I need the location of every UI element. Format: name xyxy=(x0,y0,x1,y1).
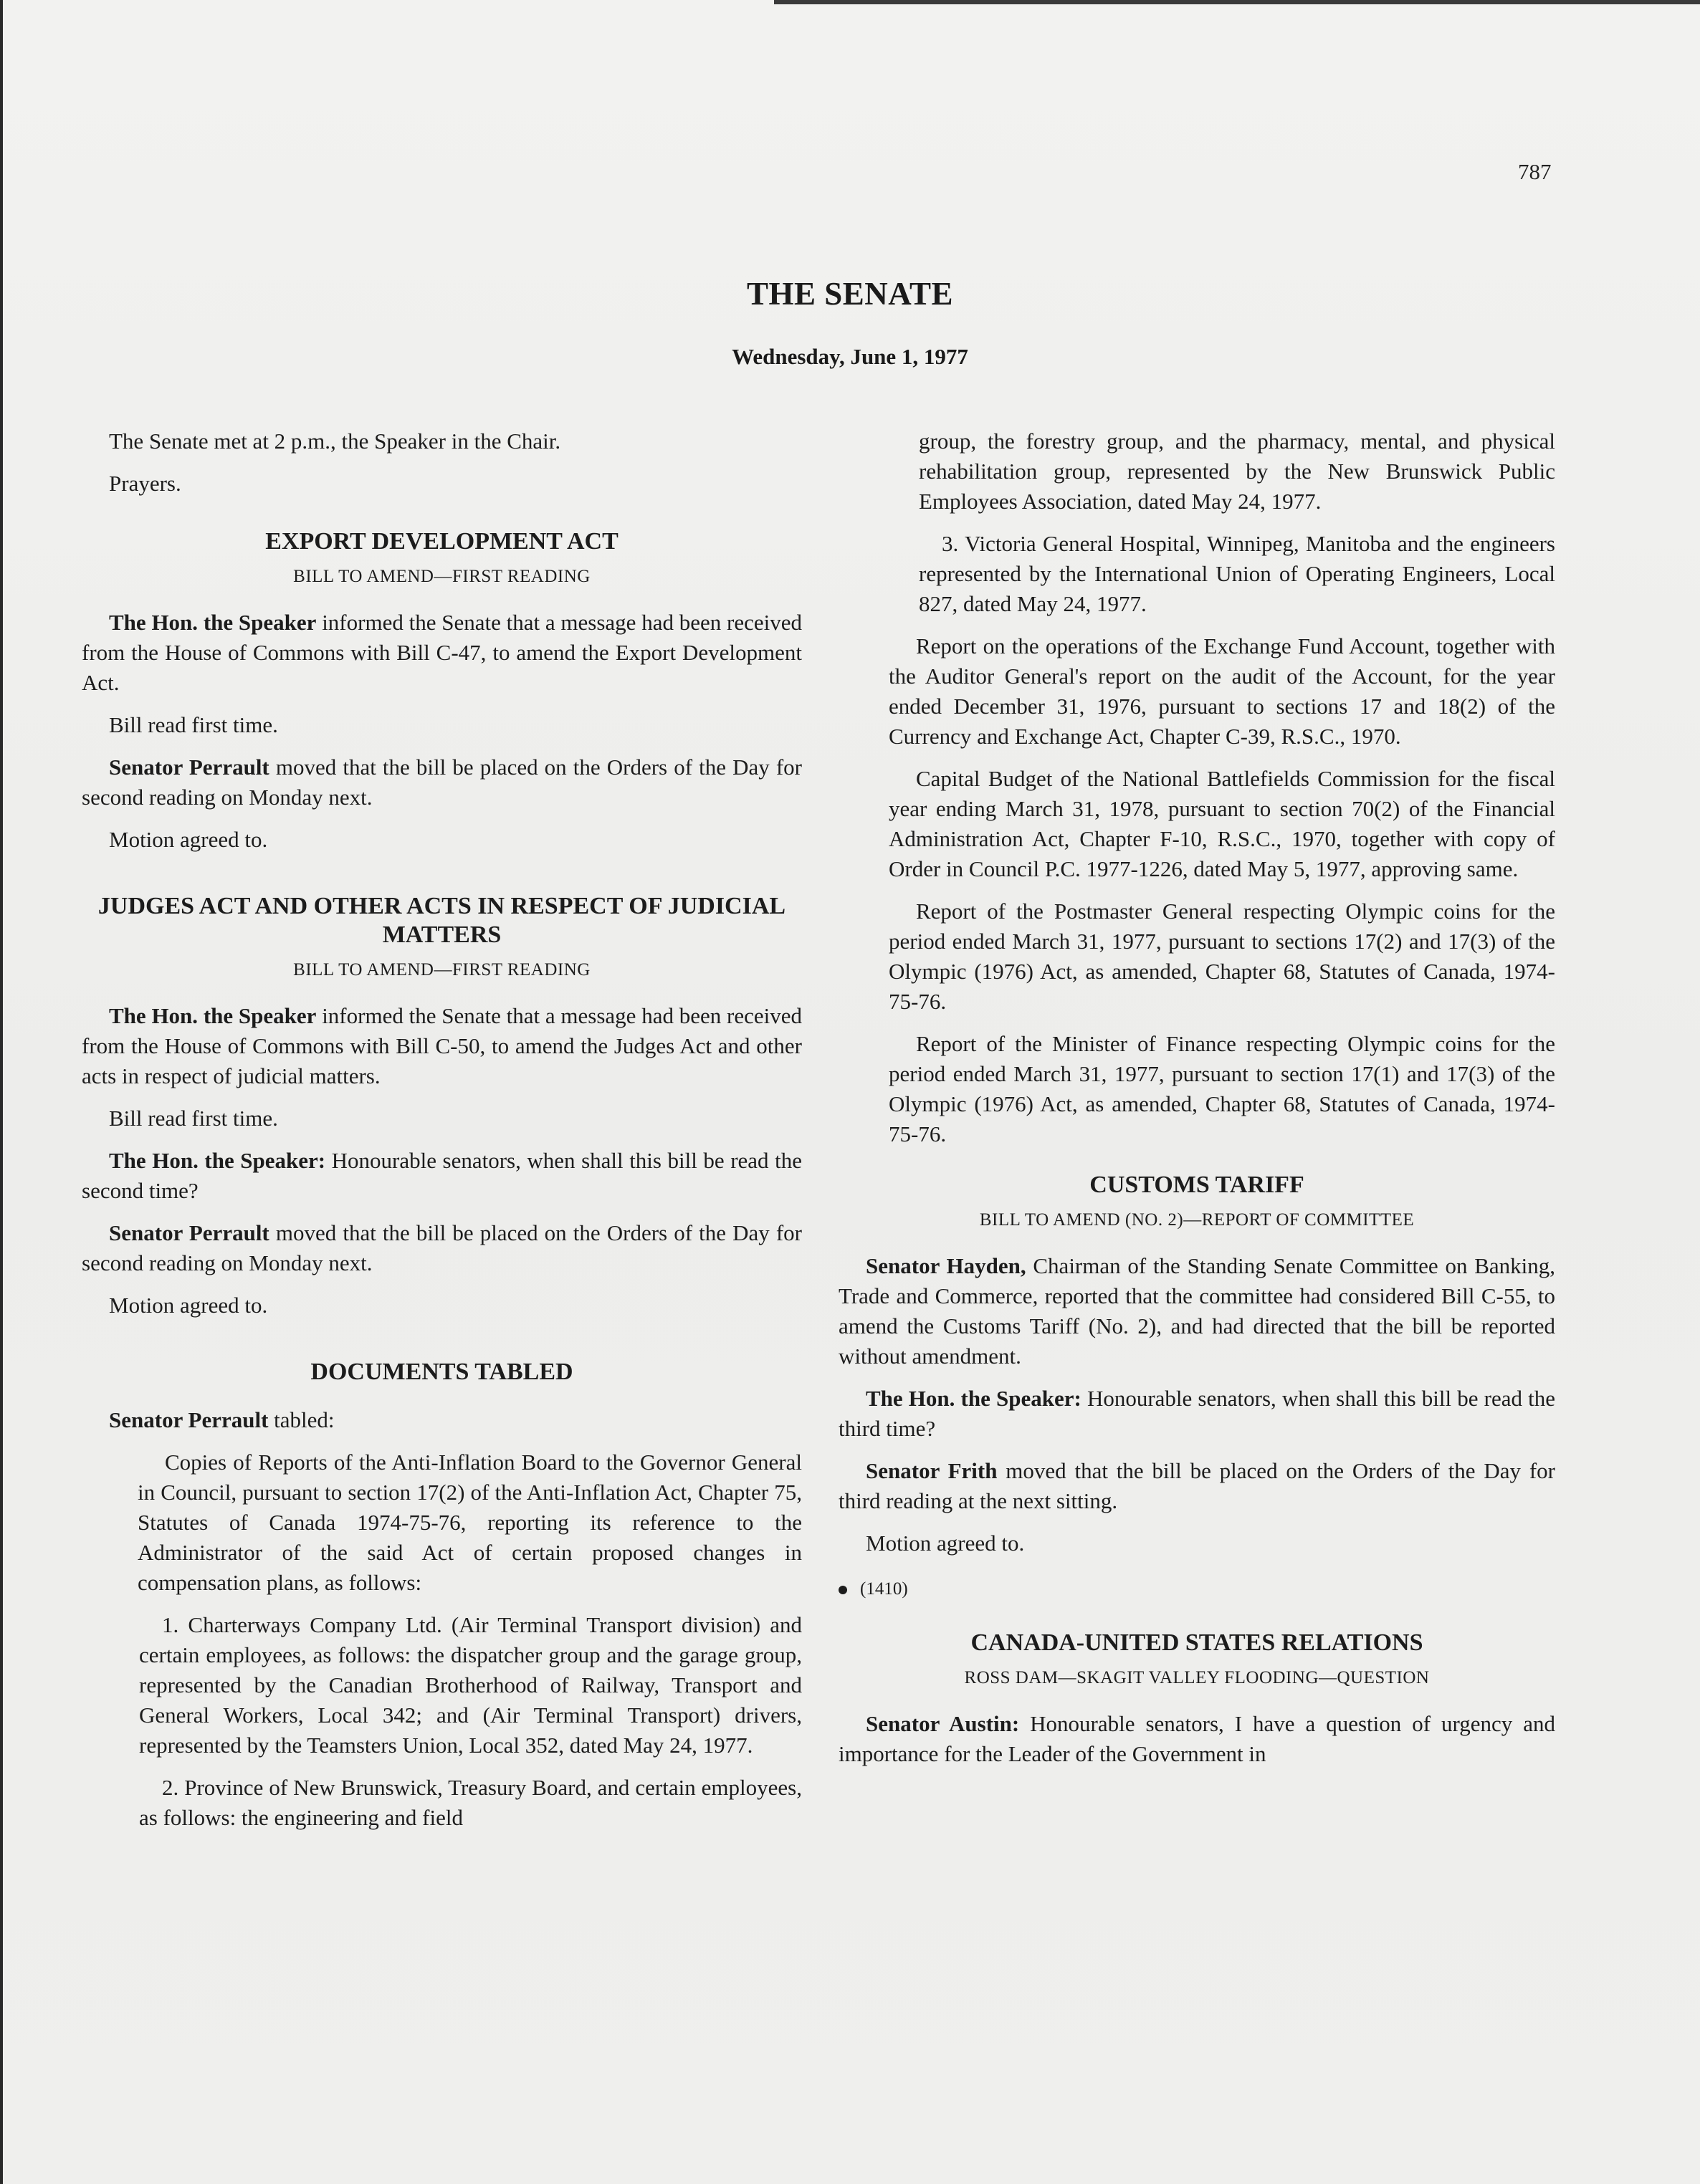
bullet-icon xyxy=(839,1586,847,1594)
page-number: 787 xyxy=(1518,159,1552,184)
paragraph: Motion agreed to. xyxy=(109,827,268,852)
speaker-name: Senator Perrault xyxy=(109,1407,269,1432)
paragraph-text: Honourable senators, when shall this bill be read the second time? xyxy=(82,1148,802,1203)
paragraph-text: Honourable senators, I have a question of urgency and importance for the Leader of the Government in xyxy=(839,1711,1555,1766)
paragraph-text: Chairman of the Standing Senate Committee on Banking, Trade and Commerce, reported that the committee had considered Bill C-55, to amend the Customs Tariff (No. 2), and had directed that the bill be reported without amendment. xyxy=(839,1253,1555,1369)
section-heading-customs-tariff: CUSTOMS TARIFF xyxy=(1089,1172,1304,1198)
paragraph: Bill read first time. xyxy=(109,712,278,737)
time-marker-label: (1410) xyxy=(860,1579,908,1599)
paragraph-text: moved that the bill be placed on the Orders of the Day for second reading on Monday next. xyxy=(82,755,803,810)
speaker-name: Senator Austin: xyxy=(866,1711,1020,1736)
report-minister-of-finance: Report of the Minister of Finance respecting Olympic coins for the period ended March 31, 1977, pursuant to section 17(1) and 17(3) of the Olympic (1976) Act, as amended, Chapter 68, Statutes of Canada, 1974-75-76. xyxy=(889,1031,1555,1146)
page-title: THE SENATE xyxy=(746,276,953,312)
section-heading-export-development: EXPORT DEVELOPMENT ACT xyxy=(265,528,619,555)
paragraph xyxy=(82,608,802,698)
scan-edge-top xyxy=(774,0,1700,4)
paragraph xyxy=(82,1146,802,1206)
paragraph xyxy=(82,752,802,813)
section-heading-judges-act: JUDGES ACT AND OTHER ACTS IN RESPECT OF JUDICIAL MATTERS xyxy=(97,893,786,948)
paragraph xyxy=(839,1384,1555,1444)
right-column xyxy=(839,426,1555,1781)
scan-edge-left xyxy=(0,0,3,2184)
paragraph: Motion agreed to. xyxy=(866,1531,1025,1556)
sub-heading-judges-act: BILL TO AMEND—FIRST READING xyxy=(293,960,591,980)
report-battlefields-commission: Capital Budget of the National Battlefields Commission for the fiscal year ending March 31, 1978, pursuant to section 70(2) of the Financial Administration Act, Chapter F-10, R.S.C., 1970, together with copy of Order in Council P.C. 1977-1226, dated May 5, 1977, approving same. xyxy=(889,766,1555,881)
paragraph: Bill read first time. xyxy=(109,1106,278,1131)
paragraph xyxy=(839,1709,1555,1769)
document-item-3: 3. Victoria General Hospital, Winnipeg, Manitoba and the engineers represented by the International Union of Operating Engineers, Local 827, dated May 24, 1977. xyxy=(919,531,1555,616)
sitting-date: Wednesday, June 1, 1977 xyxy=(732,344,968,369)
paragraph-text: moved that the bill be placed on the Orders of the Day for third reading at the next sitting. xyxy=(839,1458,1555,1513)
prayers-paragraph: Prayers. xyxy=(109,471,181,496)
paragraph xyxy=(839,1251,1555,1371)
sub-heading-customs-tariff: BILL TO AMEND (NO. 2)—REPORT OF COMMITTEE xyxy=(979,1210,1415,1230)
sub-heading-export-development: BILL TO AMEND—FIRST READING xyxy=(293,567,591,586)
speaker-name: Senator Hayden, xyxy=(866,1253,1026,1278)
document-item-2-start: 2. Province of New Brunswick, Treasury Board, and certain employees, as follows: the engineering and field xyxy=(139,1775,802,1830)
paragraph-text: informed the Senate that a message had been received from the House of Commons with Bill C-50, to amend the Judges Act and other acts in respect of judicial matters. xyxy=(82,1003,802,1088)
paragraph xyxy=(82,1001,802,1091)
paragraph-text: informed the Senate that a message had been received from the House of Commons with Bill C-47, to amend the Export Development Act. xyxy=(82,610,802,695)
paragraph: Motion agreed to. xyxy=(109,1293,268,1318)
section-heading-canada-us-relations: CANADA-UNITED STATES RELATIONS xyxy=(970,1629,1423,1656)
paragraph xyxy=(82,1405,802,1435)
speaker-name: Senator Frith xyxy=(866,1458,998,1483)
paragraph xyxy=(82,1218,802,1278)
speaker-name: Senator Perrault xyxy=(109,1220,269,1245)
report-exchange-fund: Report on the operations of the Exchange Fund Account, together with the Auditor General's report on the audit of the Account, for the year ended December 31, 1976, pursuant to sections 17 and 18(2) of the Currency and Exchange Act, Chapter C-39, R.S.C., 1970. xyxy=(889,633,1555,749)
speaker-name: The Hon. the Speaker xyxy=(109,610,317,635)
time-marker xyxy=(839,1574,1555,1604)
sub-heading-ross-dam: ROSS DAM—SKAGIT VALLEY FLOODING—QUESTION xyxy=(964,1668,1430,1687)
paragraph-text: moved that the bill be placed on the Orders of the Day for second reading on Monday next. xyxy=(82,1220,803,1275)
paragraph-text: tabled: xyxy=(268,1407,335,1432)
documents-intro: Copies of Reports of the Anti-Inflation Board to the Governor General in Council, pursuant to section 17(2) of the Anti-Inflation Act, Chapter 75, Statutes of Canada 1974-75-76, reporting its reference to the Administrator of the said Act of certain proposed changes in compensation plans, as follows: xyxy=(138,1450,802,1595)
opening-paragraph: The Senate met at 2 p.m., the Speaker in the Chair. xyxy=(109,428,561,454)
paragraph-text: Honourable senators, when shall this bill be read the third time? xyxy=(839,1386,1555,1441)
speaker-name: The Hon. the Speaker: xyxy=(866,1386,1081,1411)
paragraph xyxy=(839,1456,1555,1516)
speaker-name: The Hon. the Speaker xyxy=(109,1003,317,1028)
document-item-2-continued: group, the forestry group, and the pharmacy, mental, and physical rehabilitation group, represented by the New Brunswick Public Employees Association, dated May 24, 1977. xyxy=(919,428,1555,514)
speaker-name: Senator Perrault xyxy=(109,755,269,780)
document-item-1: 1. Charterways Company Ltd. (Air Terminal Transport division) and certain employees, as follows: the dispatcher group and the garage group, represented by the Canadian Brotherhood of Railway, Transport and General Workers, Local 342; and (Air Terminal Transport) drivers, represented by the Teamsters Union, Local 352, dated May 24, 1977. xyxy=(139,1612,802,1758)
report-postmaster-general: Report of the Postmaster General respecting Olympic coins for the period ended March 31, 1977, pursuant to sections 17(2) and 17(3) of the Olympic (1976) Act, as amended, Chapter 68, Statutes of Canada, 1974-75-76. xyxy=(889,899,1555,1014)
left-column xyxy=(82,426,802,1833)
speaker-name: The Hon. the Speaker: xyxy=(109,1148,326,1173)
section-heading-documents-tabled: DOCUMENTS TABLED xyxy=(310,1359,573,1385)
